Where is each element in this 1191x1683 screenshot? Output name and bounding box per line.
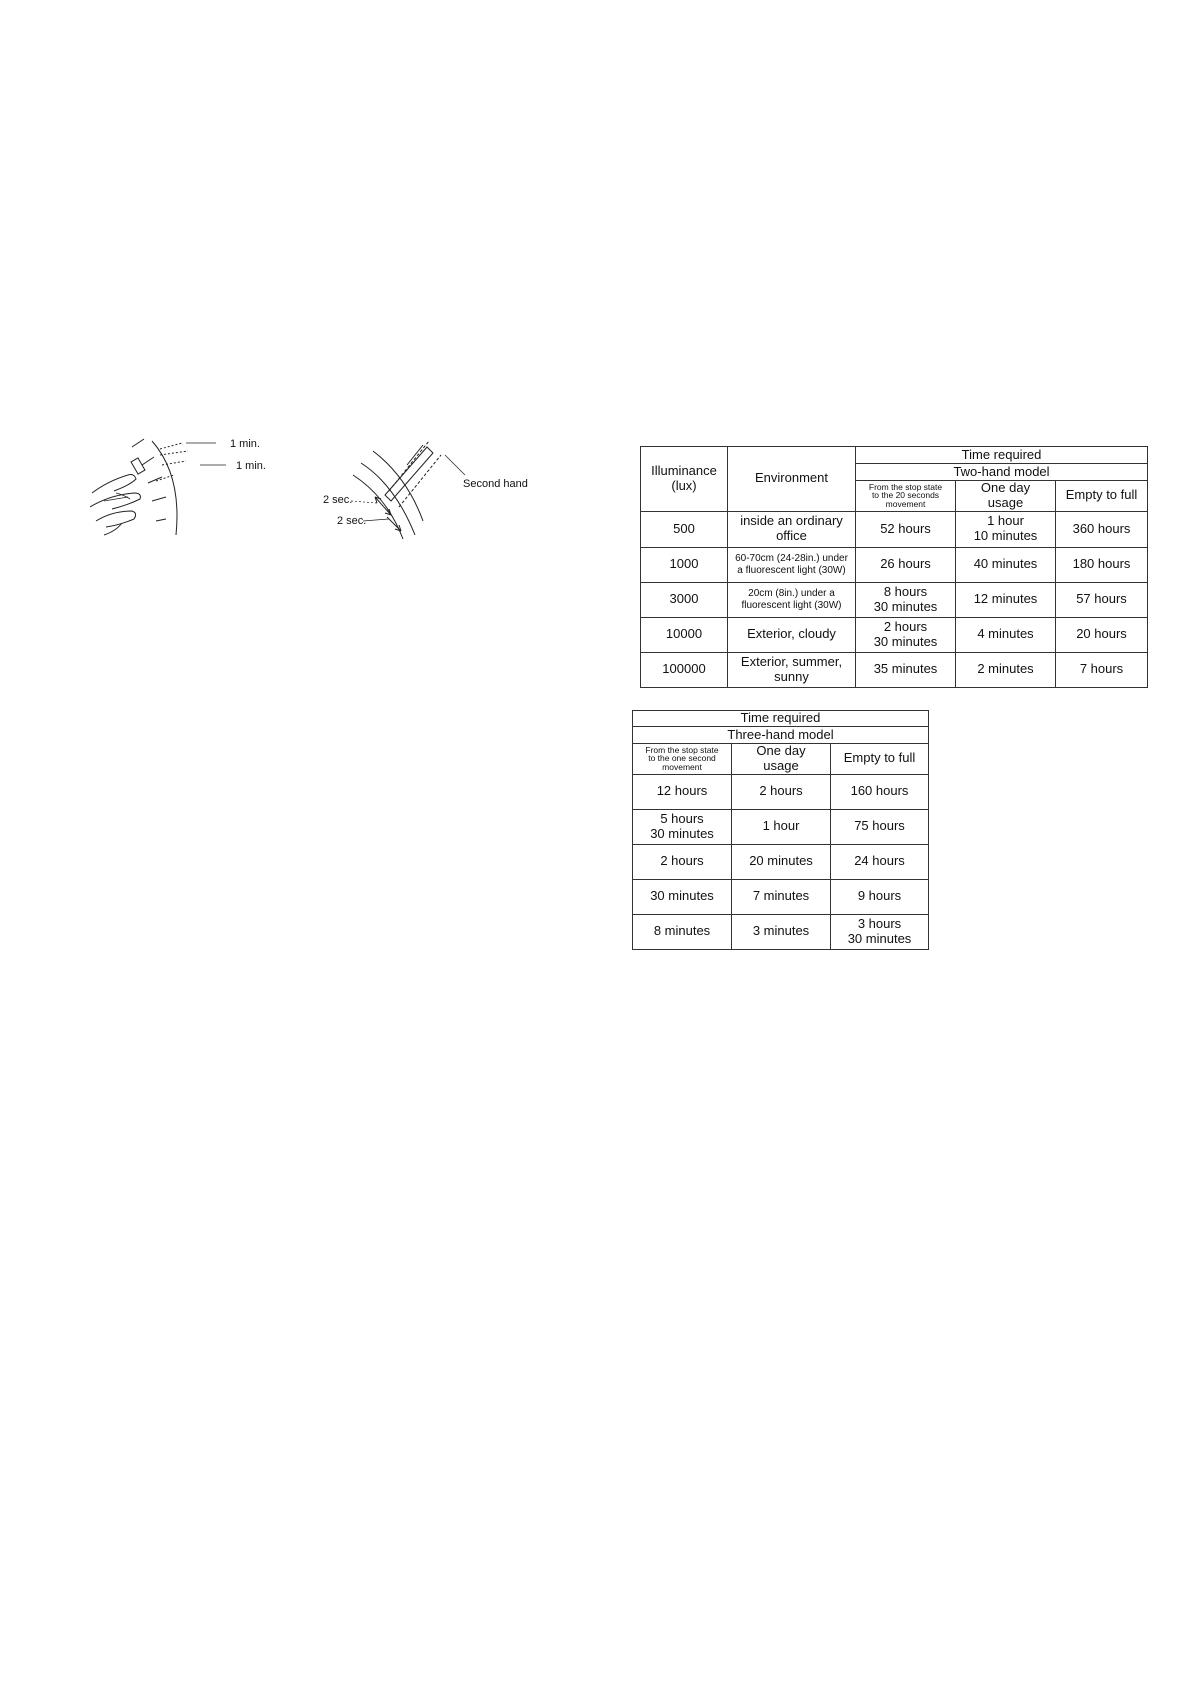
two-hand-model-table [640, 446, 1148, 688]
one-day-usage-header: One day usage [956, 481, 1056, 512]
stop-cell: 8 hours 30 minutes [856, 582, 956, 617]
environment-cell: Exterior, summer, sunny [728, 652, 856, 687]
lux-cell: 1000 [641, 547, 728, 582]
illuminance-header: Illuminance (lux) [641, 447, 728, 512]
stop-cell: 2 hours 30 minutes [856, 617, 956, 652]
second-label-2: 2 sec. [337, 515, 367, 527]
minute-label-1: 1 min. [230, 438, 260, 450]
day-cell: 4 minutes [956, 617, 1056, 652]
stop-cell: 35 minutes [856, 652, 956, 687]
empty-to-full-header: Empty to full [831, 744, 929, 775]
stop-cell: 30 minutes [633, 879, 732, 914]
stop-cell: 12 hours [633, 774, 732, 809]
full-cell: 160 hours [831, 774, 929, 809]
environment-cell: inside an ordinary office [728, 511, 856, 547]
table-row [633, 879, 929, 914]
table-row [633, 844, 929, 879]
stop-state-header: From the stop state to the 20 seconds movement [856, 481, 956, 512]
stop-cell: 52 hours [856, 511, 956, 547]
day-cell: 12 minutes [956, 582, 1056, 617]
day-cell: 2 hours [732, 774, 831, 809]
environment-cell: 60-70cm (24-28in.) under a fluorescent light (30W) [728, 547, 856, 582]
stop-cell: 2 hours [633, 844, 732, 879]
three-hand-model-header: Three-hand model [633, 727, 929, 744]
stop-state-header: From the stop state to the one second movement [633, 744, 732, 775]
second-label-1: 2 sec. [323, 494, 353, 506]
full-cell: 180 hours [1056, 547, 1148, 582]
table-row [641, 652, 1148, 687]
minute-label-2: 1 min. [236, 460, 266, 472]
stop-cell: 26 hours [856, 547, 956, 582]
lux-cell: 10000 [641, 617, 728, 652]
table-row [641, 511, 1148, 547]
full-cell: 360 hours [1056, 511, 1148, 547]
one-day-usage-header: One day usage [732, 744, 831, 775]
time-required-header: Time required [856, 447, 1148, 464]
day-cell: 2 minutes [956, 652, 1056, 687]
day-cell: 1 hour [732, 809, 831, 844]
full-cell: 57 hours [1056, 582, 1148, 617]
day-cell: 7 minutes [732, 879, 831, 914]
time-required-header: Time required [633, 711, 929, 727]
minute-adjust-illustration [90, 435, 290, 545]
full-cell: 3 hours 30 minutes [831, 914, 929, 949]
stop-cell: 8 minutes [633, 914, 732, 949]
second-hand-figure [315, 435, 535, 545]
table-row [633, 809, 929, 844]
table-row [633, 914, 929, 949]
environment-cell: 20cm (8in.) under a fluorescent light (30W) [728, 582, 856, 617]
full-cell: 9 hours [831, 879, 929, 914]
table-row [641, 582, 1148, 617]
table-row [641, 547, 1148, 582]
table-row [641, 617, 1148, 652]
minute-adjust-figure [90, 435, 290, 545]
environment-header: Environment [728, 447, 856, 512]
empty-to-full-header: Empty to full [1056, 481, 1148, 512]
full-cell: 75 hours [831, 809, 929, 844]
full-cell: 24 hours [831, 844, 929, 879]
full-cell: 7 hours [1056, 652, 1148, 687]
day-cell: 40 minutes [956, 547, 1056, 582]
three-hand-model-table [632, 710, 929, 950]
lux-cell: 100000 [641, 652, 728, 687]
day-cell: 1 hour 10 minutes [956, 511, 1056, 547]
day-cell: 20 minutes [732, 844, 831, 879]
table-row [633, 774, 929, 809]
stop-cell: 5 hours 30 minutes [633, 809, 732, 844]
two-hand-model-header: Two-hand model [856, 464, 1148, 481]
lux-cell: 500 [641, 511, 728, 547]
full-cell: 20 hours [1056, 617, 1148, 652]
day-cell: 3 minutes [732, 914, 831, 949]
lux-cell: 3000 [641, 582, 728, 617]
environment-cell: Exterior, cloudy [728, 617, 856, 652]
second-hand-illustration [315, 435, 535, 545]
second-hand-label: Second hand [463, 478, 528, 490]
